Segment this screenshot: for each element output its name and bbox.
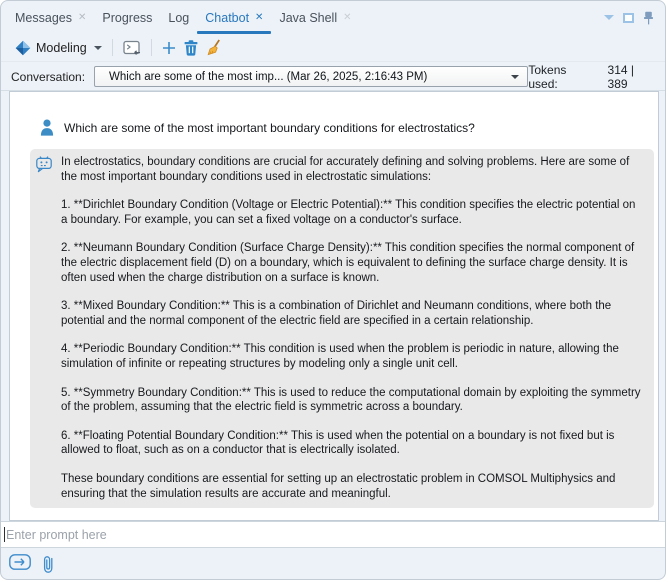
conversation-select[interactable] (94, 66, 528, 87)
bot-paragraph: 3. **Mixed Boundary Condition:** This is a combination of Dirichlet and Neumann conditions, where both the potential and the normal component of the electric field are specified in a certain relationship. (61, 300, 612, 327)
user-message-text: Which are some of the most important boundary conditions for electrostatics? (64, 121, 475, 135)
send-button[interactable] (9, 554, 31, 570)
bot-paragraph: 4. **Periodic Boundary Condition:** This condition is used when the problem is periodic in nature, allowing the simulation of infinite or repeating structures by modeling only a single unit cell. (61, 343, 619, 370)
conversation-selected-value: Which are some of the most imp... (Mar 26, 2025, 2:16:43 PM) (109, 70, 428, 83)
tokens-label: Tokens used: (528, 62, 567, 91)
delete-conversation-button[interactable] (180, 38, 202, 58)
bot-paragraph: 2. **Neumann Boundary Condition (Surface Charge Density):** This condition specifies the normal component of the electric displacement field (D) on a boundary, which is equivalent to defining the surface charge density. It is often used when the charge distribution on a surface is known. (61, 242, 635, 284)
trash-icon (184, 40, 198, 56)
user-message (40, 119, 648, 136)
plus-icon (162, 41, 176, 55)
send-arrow-icon (9, 554, 31, 570)
tab-chatbot[interactable] (197, 1, 271, 34)
modeling-menu-button[interactable] (11, 38, 106, 58)
bot-paragraph: These boundary conditions are essential for setting up an electrostatic problem in COMSOL Multiphysics and ensuring that the simulation results are accurate and meaningful. (61, 472, 616, 500)
maximize-icon[interactable] (623, 13, 634, 23)
tab-label: Progress (102, 10, 153, 25)
broom-icon (206, 39, 223, 56)
prompt-row (1, 521, 665, 548)
toolbar-divider (112, 39, 113, 56)
bot-paragraph: In electrostatics, boundary conditions are crucial for accurately defining and solving problems. Here are some of the most important boundary conditions used in electrostatic simulations: (61, 156, 630, 183)
console-icon (123, 40, 141, 56)
conversation-label: Conversation: (11, 69, 86, 84)
bot-paragraph: 5. **Symmetry Boundary Condition:** This is used to reduce the computational domain by exploiting the symmetry of the problem, assuming that the electric field is symmetric across a boundary. (61, 386, 641, 414)
tab-log[interactable] (160, 1, 197, 34)
prompt-footer (1, 549, 665, 579)
tab-bar (1, 1, 665, 34)
new-conversation-button[interactable] (158, 39, 180, 57)
tab-progress[interactable] (94, 1, 160, 34)
text-caret (4, 527, 5, 542)
close-icon[interactable]: ✕ (343, 11, 352, 23)
tab-label: Chatbot (205, 10, 250, 25)
tokens-value: 314 | 389 (607, 62, 635, 91)
chevron-down-icon (94, 46, 102, 50)
send-to-console-button[interactable] (119, 38, 145, 58)
tab-java-shell[interactable] (271, 1, 359, 34)
modeling-gem-icon (15, 40, 31, 56)
bot-paragraph: 6. **Floating Potential Boundary Condition:** This is used when the potential on a boundary is not fixed but is allowed to float, such as on a conductor that is electrically isolated. (61, 429, 615, 457)
bot-message-text (61, 155, 644, 501)
tab-label: Messages (15, 10, 72, 25)
tab-messages[interactable] (7, 1, 94, 34)
bot-paragraph: 1. **Dirichlet Boundary Condition (Voltage or Electric Potential):** This condition specifies the electric potential on a boundary. For example, you can set a fixed voltage on a conductor's surface. (61, 199, 636, 226)
toolbar-divider (151, 39, 152, 56)
prompt-input[interactable] (6, 528, 665, 542)
pin-icon[interactable] (643, 11, 654, 25)
tokens-used (528, 63, 657, 91)
attach-button[interactable] (42, 554, 55, 574)
chevron-down-icon (511, 75, 519, 79)
close-icon[interactable]: ✕ (77, 11, 87, 23)
chat-transcript[interactable] (9, 91, 659, 521)
tab-label: Log (168, 10, 190, 25)
chatbot-icon (35, 155, 53, 173)
clear-conversation-button[interactable] (202, 37, 227, 58)
conversation-bar (1, 63, 665, 91)
panel-menu-caret-icon[interactable] (604, 15, 614, 20)
bot-message (30, 149, 654, 508)
window-controls (604, 1, 665, 34)
close-icon[interactable]: ✕ (255, 11, 264, 23)
paperclip-icon (42, 554, 55, 574)
tab-label: Java Shell (279, 10, 338, 25)
chatbot-toolbar (1, 34, 665, 62)
user-icon (40, 119, 54, 136)
modeling-label: Modeling (36, 40, 87, 55)
